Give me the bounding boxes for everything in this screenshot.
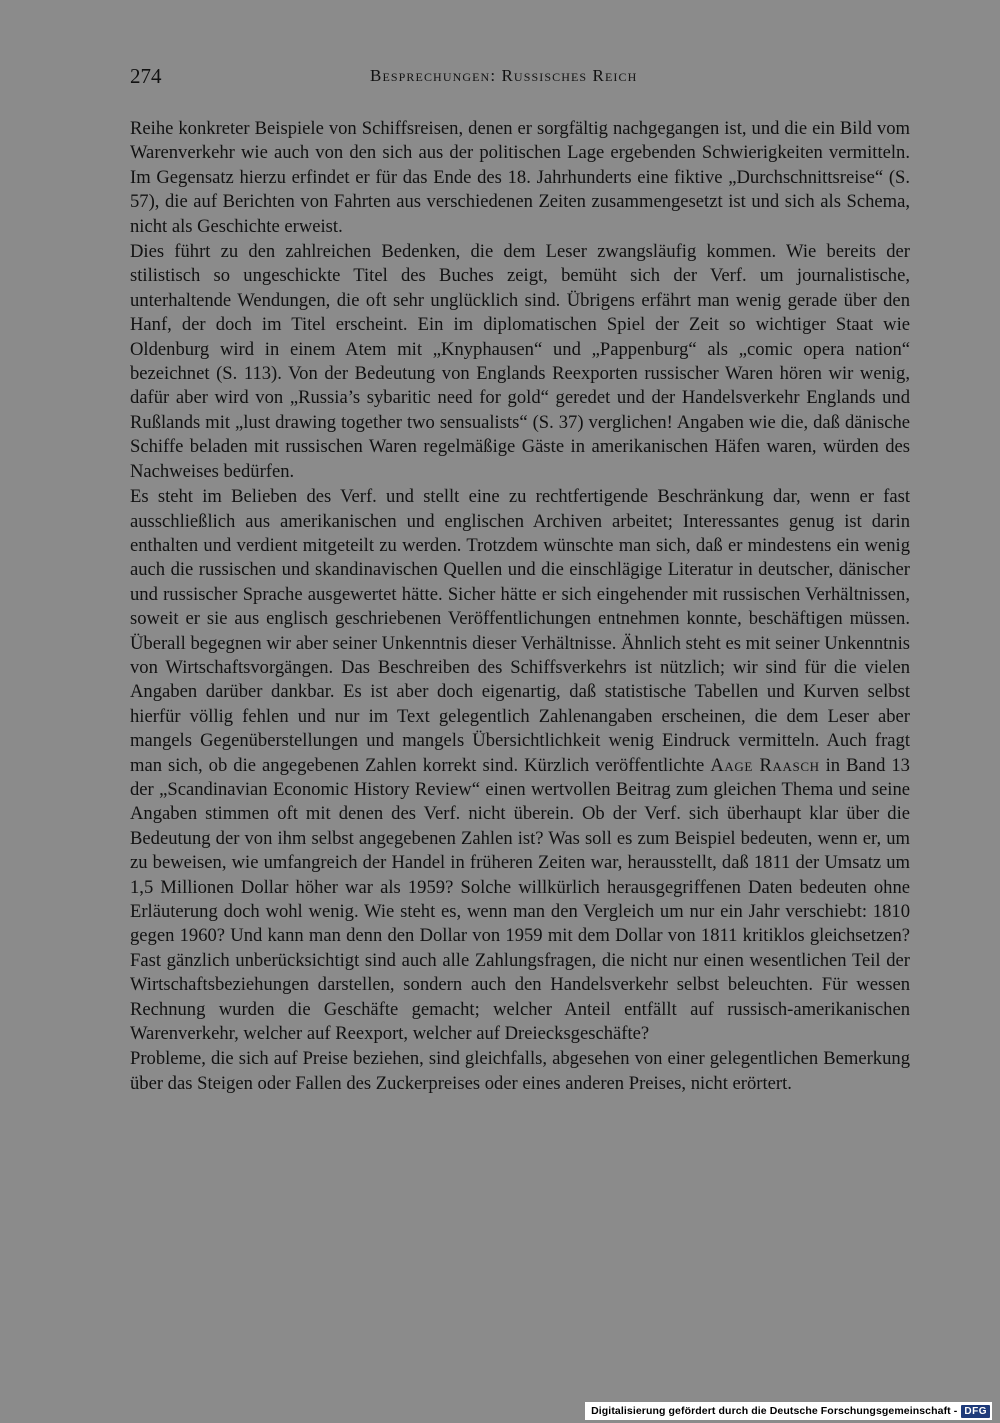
paragraph-2: Dies führt zu den zahlreichen Bedenken, die dem Leser zwangsläufig kommen. Wie bereits der stilistisch so ungeschickte Titel des Buches zeigt, bemüht sich der Verf. um journalistische, unterhaltende Wendungen, die oft sehr unglücklich sind. Übrigens erfährt man wenig gerade über den Hanf, der doch im Titel erscheint. Ein im diplomatischen Spiel der Zeit so wichtiger Staat wie Oldenburg wird in einem Atem mit „Knyphausen“ und „Pappenburg“ als „comic opera nation“ bezeichnet (S. 113). Von der Bedeutung von Englands Reexporten russischer Waren hören wir wenig, dafür aber wird von „Russia’s sybaritic need for gold“ geredet und der Handelsverkehr Englands und Rußlands mit „lust drawing together two sensualists“ (S. 37) verglichen! Angaben wie die, daß dänische Schiffe beladen mit russischen Waren regelmäßige Gäste in amerikanischen Häfen waren, würden des Nachweises bedürfen.	[130, 241, 910, 482]
running-head: Besprechungen: Russisches Reich	[370, 66, 638, 85]
page-number: 274	[130, 64, 162, 88]
paragraph-3-text-a: Es steht im Belieben des Verf. und stellt eine zu rechtfertigende Beschränkung dar, wenn er fast ausschließlich aus amerikanischen und englischen Archiven arbeitet; Interessantes genug ist darin enthalten und verdient mitgeteilt zu werden. Trotzdem wünschte man sich, daß er mindestens ein wenig auch die russischen und skandinavischen Quellen und die einschlägige Literatur in deutscher, dänischer und russischer Sprache ausgewertet hätte. Sicher hätte er sich eingehender mit russischen Verhältnissen, soweit er sie aus englisch geschriebenen Veröffentlichungen entnehmen konnte, beschäftigen müssen. Überall begegnen wir aber seiner Unkenntnis dieser Verhältnisse. Ähnlich steht es mit seiner Unkenntnis von Wirtschaftsvorgängen. Das Beschreiben des Schiffsverkehrs ist nützlich; wir sind für die vielen Angaben darüber dankbar. Es ist aber doch eigenartig, daß statistische Tabellen und Kurven selbst hierfür völlig fehlen und nur im Text gelegentlich Zahlenangaben erscheinen, die dem Leser aber mangels Gegenüberstellungen und mangels Übersichtlichkeit wenig Eindruck vermitteln. Auch fragt man sich, ob die angegebenen Zahlen korrekt sind. Kürzlich veröffentlichte	[130, 486, 910, 776]
article-body	[130, 117, 910, 1096]
digitization-footer	[585, 1402, 992, 1420]
paragraph-3-text-b: in Band 13 der „Scandinavian Economic History Review“ einen wertvollen Beitrag zum gleichen Thema und seine Angaben stimmen oft mit denen des Verf. nicht überein. Ob der Verf. sich überhaupt klar über die Bedeutung der von ihm selbst angegebenen Zahlen ist? Was soll es zum Beispiel bedeuten, wenn er, um zu beweisen, wie umfangreich der Handel in früheren Zeiten war, herausstellt, daß 1811 der Umsatz um 1,5 Millionen Dollar höher war als 1959? Solche willkürlich herausgegriffenen Daten bedeuten ohne Erläuterung doch wohl wenig. Wie steht es, wenn man den Vergleich um nur ein Jahr verschiebt: 1810 gegen 1960? Und kann man denn den Dollar von 1959 mit dem Dollar von 1811 kritiklos gleichsetzen? Fast gänzlich unberücksichtigt sind auch alle Zahlungsfragen, die nicht nur einen wesentlichen Teil der Wirtschaftsbeziehungen darstellen, sondern auch den Handelsverkehr selbst beleuchten. Für wessen Rechnung wurden die Geschäfte gemacht; welcher Anteil entfällt auf russisch-amerikanischen Warenverkehr, welcher auf Reexport, welcher auf Dreiecksgeschäfte?	[130, 754, 910, 1045]
page-header	[130, 64, 910, 92]
footer-text: Digitalisierung gefördert durch die Deutsche Forschungsgemeinschaft -	[591, 1405, 958, 1417]
paragraph-3	[130, 485, 910, 1046]
paragraph-4: Probleme, die sich auf Preise beziehen, sind gleichfalls, abgesehen von einer gelegentlichen Bemerkung über das Steigen oder Fallen des Zuckerpreises oder eines anderen Preises, nicht erörtert.	[130, 1048, 910, 1094]
dfg-logo: DFG	[961, 1405, 990, 1418]
author-name: Aage Raasch	[710, 754, 820, 776]
paragraph-1: Reihe konkreter Beispiele von Schiffsreisen, denen er sorgfältig nachgegangen ist, und die ein Bild vom Warenverkehr wie auch von den sich aus der politischen Lage ergebenden Schwierigkeiten vermitteln. Im Gegensatz hierzu erfindet er für das Ende des 18. Jahrhunderts eine fiktive „Durchschnittsreise“ (S. 57), die auf Berichten von Fahrten aus verschiedenen Zeiten zusammengesetzt ist und sich als Schema, nicht als Geschichte erweist.	[130, 118, 910, 237]
